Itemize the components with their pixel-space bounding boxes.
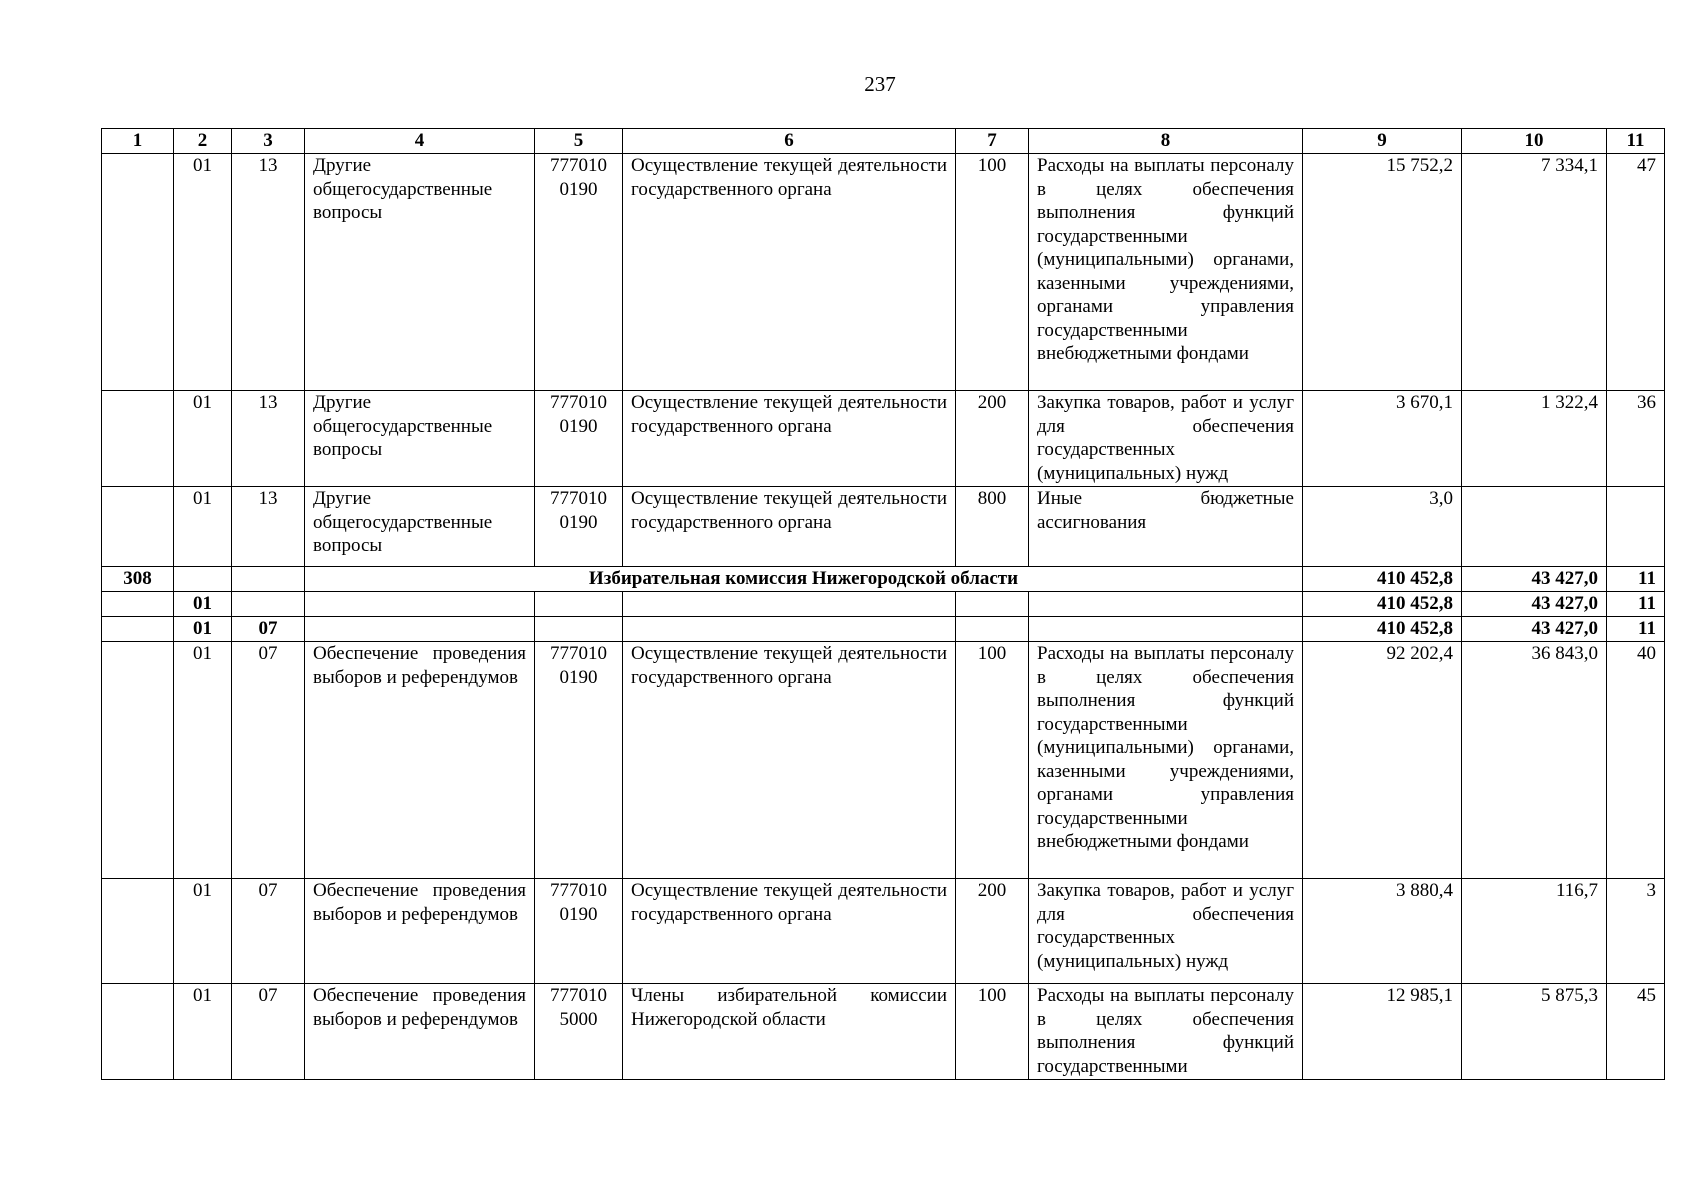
column-header: 9	[1303, 129, 1462, 154]
cell-subsection: 07	[232, 879, 305, 984]
cell-expense-name: Иные бюджетные ассигнования	[1029, 487, 1303, 567]
cell-subsection: 13	[232, 487, 305, 567]
section-total-row	[102, 592, 1665, 617]
column-header: 8	[1029, 129, 1303, 154]
column-header: 6	[623, 129, 956, 154]
cell-target-code: 777010 0190	[535, 879, 623, 984]
cell-plan: 92 202,4	[1303, 642, 1462, 879]
cell-target-code: 777010 0190	[535, 642, 623, 879]
cell-target-code: 777010 0190	[535, 391, 623, 487]
table-row	[102, 879, 1665, 984]
cell-target-name: Осуществление текущей деятельности государственного органа	[623, 642, 956, 879]
cell-percent: 45	[1607, 984, 1665, 1080]
cell-plan: 410 452,8	[1303, 567, 1462, 592]
table-row	[102, 391, 1665, 487]
cell-target-name	[623, 592, 956, 617]
cell-expense-code	[956, 617, 1029, 642]
column-header: 7	[956, 129, 1029, 154]
cell-admin-code	[102, 984, 174, 1080]
cell-target-name: Осуществление текущей деятельности государственного органа	[623, 154, 956, 391]
table-row	[102, 487, 1665, 567]
cell-admin-code	[102, 487, 174, 567]
cell-section: 01	[174, 154, 232, 391]
cell-percent	[1607, 487, 1665, 567]
cell-plan: 3 880,4	[1303, 879, 1462, 984]
cell-expense-code: 200	[956, 391, 1029, 487]
cell-percent: 47	[1607, 154, 1665, 391]
column-header: 11	[1607, 129, 1665, 154]
cell-expense-code: 800	[956, 487, 1029, 567]
cell-plan: 3,0	[1303, 487, 1462, 567]
cell-subsection-name: Обеспечение проведения выборов и референдумов	[305, 642, 535, 879]
column-header: 5	[535, 129, 623, 154]
cell-percent: 40	[1607, 642, 1665, 879]
cell-section: 01	[174, 391, 232, 487]
cell-plan: 12 985,1	[1303, 984, 1462, 1080]
cell-actual: 43 427,0	[1462, 592, 1607, 617]
cell-percent: 36	[1607, 391, 1665, 487]
cell-subsection-name	[305, 617, 535, 642]
cell-plan: 3 670,1	[1303, 391, 1462, 487]
cell-expense-name: Закупка товаров, работ и услуг для обеспечения государственных (муниципальных) нужд	[1029, 879, 1303, 984]
cell-subsection: 13	[232, 154, 305, 391]
cell-percent: 3	[1607, 879, 1665, 984]
cell-section	[174, 567, 232, 592]
cell-section: 01	[174, 592, 232, 617]
table-row	[102, 642, 1665, 879]
cell-subsection-name: Другие общегосударственные вопросы	[305, 487, 535, 567]
cell-expense-code	[956, 592, 1029, 617]
cell-admin-code: 308	[102, 567, 174, 592]
cell-section: 01	[174, 617, 232, 642]
column-header: 2	[174, 129, 232, 154]
cell-percent: 11	[1607, 592, 1665, 617]
cell-target-code: 777010 5000	[535, 984, 623, 1080]
cell-expense-name: Расходы на выплаты персоналу в целях обеспечения выполнения функций государственными (муниципальными) органами, казенными учреждениями, органами управления государственными внебюджетными фондами	[1029, 642, 1303, 879]
table-row	[102, 154, 1665, 391]
cell-subsection: 07	[232, 984, 305, 1080]
column-header: 1	[102, 129, 174, 154]
page-number: 237	[864, 72, 896, 96]
cell-target-code	[535, 592, 623, 617]
cell-plan: 410 452,8	[1303, 617, 1462, 642]
cell-target-code	[535, 617, 623, 642]
subsection-total-row	[102, 617, 1665, 642]
column-header: 4	[305, 129, 535, 154]
cell-expense-name	[1029, 592, 1303, 617]
column-header: 3	[232, 129, 305, 154]
cell-expense-code: 100	[956, 984, 1029, 1080]
cell-section: 01	[174, 642, 232, 879]
cell-target-name: Осуществление текущей деятельности государственного органа	[623, 487, 956, 567]
cell-admin-code	[102, 617, 174, 642]
cell-plan: 15 752,2	[1303, 154, 1462, 391]
header-row	[102, 129, 1665, 154]
budget-table	[101, 128, 1665, 1080]
cell-percent: 11	[1607, 617, 1665, 642]
table-row	[102, 984, 1665, 1080]
administrator-row	[102, 567, 1665, 592]
cell-actual: 116,7	[1462, 879, 1607, 984]
cell-plan: 410 452,8	[1303, 592, 1462, 617]
cell-actual: 5 875,3	[1462, 984, 1607, 1080]
cell-expense-name: Расходы на выплаты персоналу в целях обеспечения выполнения функций государственными	[1029, 984, 1303, 1080]
cell-actual: 7 334,1	[1462, 154, 1607, 391]
cell-admin-code	[102, 879, 174, 984]
cell-actual: 43 427,0	[1462, 567, 1607, 592]
cell-subsection: 07	[232, 642, 305, 879]
column-header: 10	[1462, 129, 1607, 154]
cell-percent: 11	[1607, 567, 1665, 592]
cell-target-code: 777010 0190	[535, 154, 623, 391]
cell-admin-code	[102, 592, 174, 617]
cell-section: 01	[174, 984, 232, 1080]
cell-subsection	[232, 567, 305, 592]
cell-target-name: Осуществление текущей деятельности государственного органа	[623, 879, 956, 984]
cell-actual: 1 322,4	[1462, 391, 1607, 487]
cell-expense-name	[1029, 617, 1303, 642]
cell-admin-code	[102, 391, 174, 487]
cell-expense-code: 100	[956, 642, 1029, 879]
cell-target-name: Осуществление текущей деятельности государственного органа	[623, 391, 956, 487]
cell-expense-code: 100	[956, 154, 1029, 391]
cell-section: 01	[174, 487, 232, 567]
cell-target-name	[623, 617, 956, 642]
cell-admin-code	[102, 642, 174, 879]
cell-actual: 36 843,0	[1462, 642, 1607, 879]
administrator-title: Избирательная комиссия Нижегородской области	[305, 567, 1303, 592]
cell-subsection	[232, 592, 305, 617]
cell-target-name: Члены избирательной комиссии Нижегородской области	[623, 984, 956, 1080]
cell-subsection-name: Другие общегосударственные вопросы	[305, 154, 535, 391]
cell-expense-name: Закупка товаров, работ и услуг для обеспечения государственных (муниципальных) нужд	[1029, 391, 1303, 487]
cell-admin-code	[102, 154, 174, 391]
cell-expense-name: Расходы на выплаты персоналу в целях обеспечения выполнения функций государственными (муниципальными) органами, казенными учреждениями, органами управления государственными внебюджетными фондами	[1029, 154, 1303, 391]
cell-actual: 43 427,0	[1462, 617, 1607, 642]
cell-expense-code: 200	[956, 879, 1029, 984]
cell-target-code: 777010 0190	[535, 487, 623, 567]
cell-actual	[1462, 487, 1607, 567]
cell-subsection-name: Обеспечение проведения выборов и референдумов	[305, 879, 535, 984]
cell-subsection-name: Другие общегосударственные вопросы	[305, 391, 535, 487]
cell-subsection-name	[305, 592, 535, 617]
cell-subsection: 13	[232, 391, 305, 487]
cell-subsection-name: Обеспечение проведения выборов и референдумов	[305, 984, 535, 1080]
cell-subsection: 07	[232, 617, 305, 642]
cell-section: 01	[174, 879, 232, 984]
